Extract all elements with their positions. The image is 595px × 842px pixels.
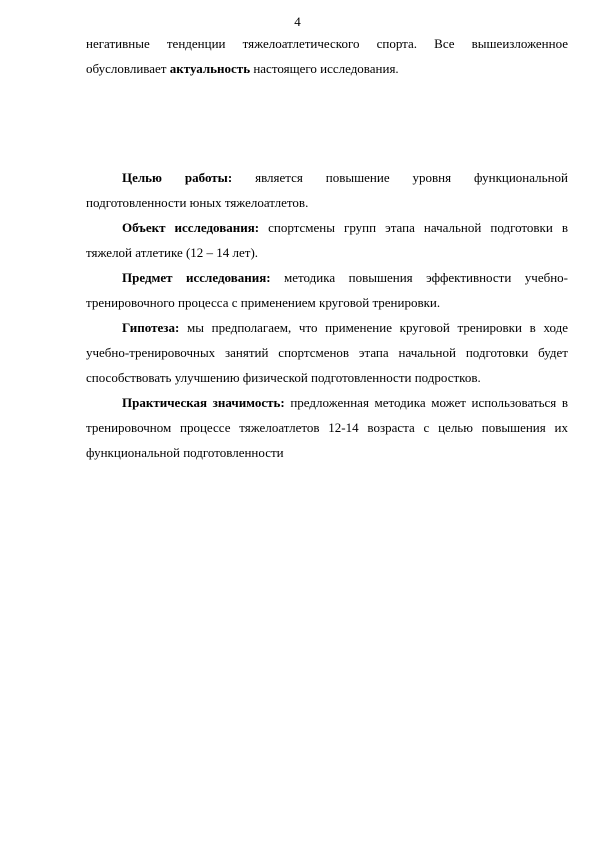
definition-object [86,215,568,265]
definition-goal-label: Целью работы: [122,170,233,185]
definition-goal-text: является повышение уровня функциональной подготовленности юных тяжелоатлетов. [86,170,568,210]
intro-paragraph [86,31,568,81]
definition-object-text: спортсмены групп этапа начальной подготовки в тяжелой атлетике (12 – 14 лет). [86,220,568,260]
definition-significance-label: Практическая значимость: [122,395,285,410]
intro-text-before: негативные тенденции тяжелоатлетического спорта. Все вышеизложенное обусловливает [86,36,568,76]
definition-subject-text: методика повышения эффективности учебно-тренировочного процесса с применением круговой тренировки. [86,270,568,310]
definition-hypothesis-text: мы предполагаем, что применение круговой тренировки в ходе учебно-тренировочных занятий спортсменов этапа начальной подготовки будет способствовать улучшению физической подготовленности подростков. [86,320,568,385]
definition-goal [86,165,568,215]
definition-significance [86,390,568,465]
definition-subject [86,265,568,315]
page-number: 4 [294,14,301,29]
definition-hypothesis-label: Гипотеза: [122,320,180,335]
definition-object-label: Объект исследования: [122,220,260,235]
intro-bold-word: актуальность [169,61,251,76]
intro-text [86,31,568,81]
definition-significance-text: предложенная методика может использоваться в тренировочном процессе тяжелоатлетов 12-14 возраста с целью повышения их функциональной подготовленности [86,395,568,460]
intro-text-after: настоящего исследования. [250,61,399,76]
definition-subject-label: Предмет исследования: [122,270,271,285]
research-definitions [86,165,568,465]
definition-hypothesis [86,315,568,390]
